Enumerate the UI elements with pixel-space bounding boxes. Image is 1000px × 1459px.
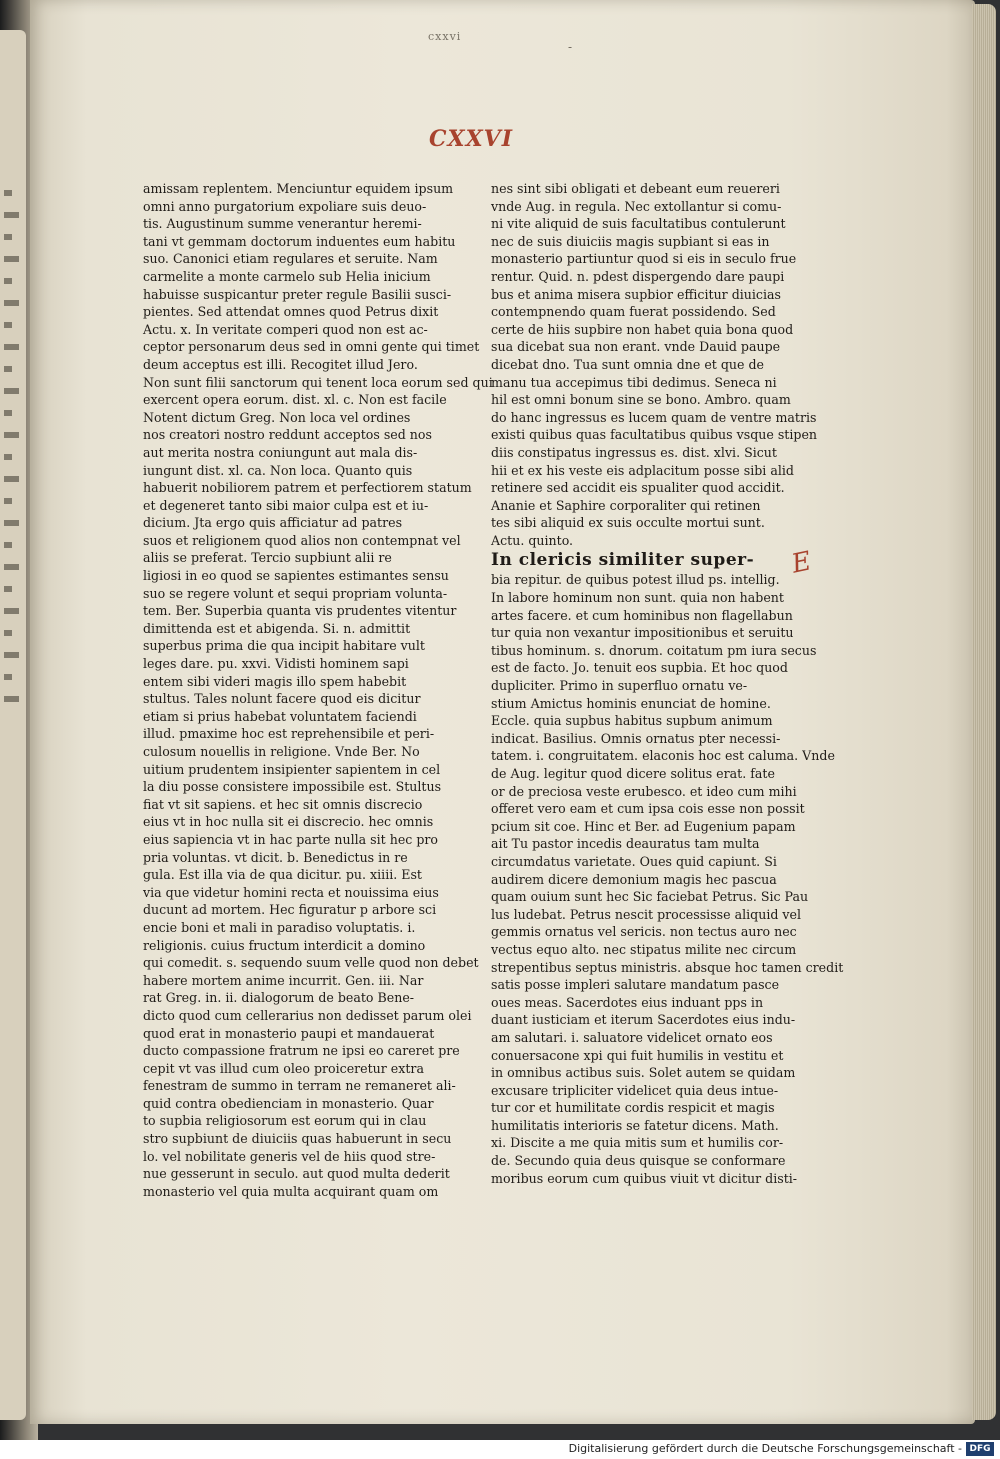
facing-page-text-fragment xyxy=(4,454,12,460)
facing-page-text-fragment xyxy=(4,652,19,658)
text-line: tibus hominum. s. dnorum. coitatum pm iura secus xyxy=(491,642,817,658)
left-page-edge xyxy=(0,30,26,1420)
text-line: deum acceptus est illi. Recogitet illud Jero. xyxy=(143,356,418,372)
text-line: de. Secundo quia deus quisque se conformare xyxy=(491,1153,786,1169)
facing-page-text-fragment xyxy=(4,278,12,284)
text-line: humilitatis interioris se fatetur dicens. Math. xyxy=(491,1117,779,1133)
text-line: illud. pmaxime hoc est reprehensibile et peri- xyxy=(143,726,435,742)
facing-page-text-fragment xyxy=(4,608,19,614)
text-line: tes sibi aliquid ex suis occulte mortui sunt. xyxy=(491,515,765,531)
text-line: est de facto. Jo. tenuit eos supbia. Et hoc quod xyxy=(491,660,788,676)
text-line: xi. Discite a me quia mitis sum et humilis cor- xyxy=(491,1135,784,1151)
text-line: iungunt dist. xl. ca. Non loca. Quanto quis xyxy=(143,462,413,478)
facing-page-text-fragment xyxy=(4,520,19,526)
red-margin-mark: E xyxy=(789,546,814,580)
text-line: bia repitur. de quibus potest illud ps. intellig. xyxy=(491,572,780,588)
facing-page-text-fragment xyxy=(4,476,19,482)
text-line: In labore hominum non sunt. quia non habent xyxy=(491,590,784,606)
text-line: bus et anima misera supbior efficitur diuicias xyxy=(491,286,781,302)
text-line: Ananie et Saphire corporaliter qui retinen xyxy=(491,497,761,513)
text-line: habuisse suspicantur preter regule Basilii susci- xyxy=(143,286,452,302)
text-line: vectus equo alto. nec stipatus milite nec circum xyxy=(491,941,797,957)
section-heading: In clericis similiter super- xyxy=(491,550,755,571)
text-line: to supbia religiosorum est eorum qui in clau xyxy=(143,1113,427,1129)
text-line: diis constipatus ingressus es. dist. xlvi. Sicut xyxy=(491,444,777,460)
funding-notice: Digitalisierung gefördert durch die Deutsche Forschungsgemeinschaft - xyxy=(568,1442,962,1455)
text-line: ducto compassione fratrum ne ipsi eo careret pre xyxy=(143,1043,460,1059)
text-line: tis. Augustinum summe venerantur heremi- xyxy=(143,216,422,232)
text-line: rat Greg. in. ii. dialogorum de beato Bene- xyxy=(143,990,415,1006)
text-line: nue gesserunt in seculo. aut quod multa dederit xyxy=(143,1166,450,1182)
text-line: circumdatus varietate. Oues quid capiunt. Si xyxy=(491,853,777,869)
pencil-dash-mark: - xyxy=(568,40,573,54)
text-line: stultus. Tales nolunt facere quod eis dicitur xyxy=(143,691,421,707)
text-line: existi quibus quas facultatibus quibus vsque stipen xyxy=(491,427,818,443)
text-line: Eccle. quia supbus habitus supbum animum xyxy=(491,713,773,729)
facing-page-text-fragment xyxy=(4,388,19,394)
right-column-top-text xyxy=(491,180,818,549)
text-line: hil est omni bonum sine se bono. Ambro. quam xyxy=(491,392,791,408)
text-line: audirem dicere demonium magis hec pascua xyxy=(491,871,777,887)
page-fore-edge xyxy=(972,4,996,1420)
text-line: certe de hiis supbire non habet quia bona quod xyxy=(491,321,794,337)
text-line: fenestram de summo in terram ne remaneret ali- xyxy=(143,1078,456,1094)
text-line: fiat vt sit sapiens. et hec sit omnis discrecio xyxy=(143,796,423,812)
facing-page-text-fragment xyxy=(4,696,19,702)
text-line: via que videtur homini recta et nouissima eius xyxy=(143,884,439,900)
text-line: et degeneret tanto sibi maior culpa est et iu- xyxy=(143,497,429,513)
text-line: quod erat in monasterio paupi et mandauerat xyxy=(143,1025,435,1041)
text-line: pcium sit coe. Hinc et Ber. ad Eugenium papam xyxy=(491,818,796,834)
facing-page-text-fragment xyxy=(4,190,12,196)
text-line: suo. Canonici etiam regulares et seruite. Nam xyxy=(143,251,438,267)
text-line: Actu. quinto. xyxy=(491,532,574,548)
text-line: uitium prudentem insipienter sapientem in cel xyxy=(143,761,441,777)
facing-page-text-fragment xyxy=(4,322,12,328)
facing-page-text-fragment xyxy=(4,256,19,262)
text-line: cepit vt vas illud cum oleo proiceretur extra xyxy=(143,1060,424,1076)
text-line: offeret vero eam et cum ipsa cois esse non possit xyxy=(491,801,805,817)
text-line: de Aug. legitur quod dicere solitus erat. fate xyxy=(491,766,775,781)
text-line: exercent opera eorum. dist. xl. c. Non est facile xyxy=(143,392,447,408)
text-line: ceptor personarum deus sed in omni gente qui timet xyxy=(143,339,480,355)
text-line: amissam replentem. Menciuntur equidem ipsum xyxy=(143,181,454,196)
text-line: in omnibus actibus suis. Solet autem se quidam xyxy=(491,1065,796,1081)
text-line: stro supbiunt de diuiciis quas habuerunt in secu xyxy=(143,1131,452,1147)
text-line: lo. vel nobilitate generis vel de hiis quod stre- xyxy=(143,1148,436,1164)
text-line: moribus eorum cum quibus viuit vt dicitur disti- xyxy=(491,1170,798,1186)
text-line: la diu posse consistere impossibile est. Stultus xyxy=(143,779,442,795)
text-line: nos creatori nostro reddunt acceptos sed nos xyxy=(143,427,432,443)
text-line: duant iusticiam et iterum Sacerdotes eius indu- xyxy=(491,1012,796,1028)
text-line: ducunt ad mortem. Hec figuratur p arbore sci xyxy=(143,902,437,918)
pencil-folio-note: cxxvi xyxy=(428,30,462,43)
text-line: dimittenda est et abigenda. Si. n. admittit xyxy=(143,620,411,636)
text-line: dicebat dno. Tua sunt omnia dne et que de xyxy=(491,356,765,372)
text-line: oues meas. Sacerdotes eius induant pps in xyxy=(491,994,764,1010)
text-line: or de preciosa veste erubesco. et ideo cum mihi xyxy=(491,783,797,799)
text-line: aut merita nostra coniungunt aut mala dis- xyxy=(143,444,418,460)
text-line: entem sibi videri magis illo spem habebit xyxy=(143,673,407,689)
facing-page-text-fragment xyxy=(4,586,12,592)
text-line: Non sunt filii sanctorum qui tenent loca eorum sed qui xyxy=(143,374,493,390)
text-line: gula. Est illa via de qua dicitur. pu. xiiii. Est xyxy=(143,867,422,883)
text-line: ait Tu pastor incedis deauratus tam multa xyxy=(491,836,760,852)
text-line: indicat. Basilius. Omnis ornatus pter necessi- xyxy=(491,730,781,746)
text-line: carmelite a monte carmelo sub Helia inicium xyxy=(143,268,431,284)
text-line: quid contra obedienciam in monasterio. Quar xyxy=(143,1095,434,1111)
text-line: conuersacone xpi qui fuit humilis in vestitu et xyxy=(491,1047,784,1063)
facing-page-text-fragment xyxy=(4,366,12,372)
text-line: ni vite aliquid de suis facultatibus contulerunt xyxy=(491,216,786,232)
text-line: etiam si prius habebat voluntatem faciendi xyxy=(143,708,417,724)
text-line: leges dare. pu. xxvi. Vidisti hominem sapi xyxy=(143,656,409,672)
right-text-column xyxy=(491,180,844,1187)
text-line: tur quia non vexantur impositionibus et seruitu xyxy=(491,625,794,641)
text-line: culosum nouellis in religione. Vnde Ber. No xyxy=(143,744,420,759)
text-line: Actu. x. In veritate comperi quod non est ac- xyxy=(143,321,428,337)
text-line: monasterio partiuntur quod si eis in seculo frue xyxy=(491,251,797,267)
text-line: dupliciter. Primo in superfluo ornatu ve- xyxy=(491,678,748,694)
text-line: eius sapiencia vt in hac parte nulla sit hec pro xyxy=(143,831,439,847)
facing-page-text-fragment xyxy=(4,410,12,416)
text-line: superbus prima die qua incipit habitare vult xyxy=(143,638,425,654)
facing-page-text-fragment xyxy=(4,630,12,636)
text-line: tem. Ber. Superbia quanta vis prudentes vitentur xyxy=(143,603,457,619)
text-line: am salutari. i. saluatore videlicet ornato eos xyxy=(491,1029,773,1045)
facing-page-text-fragment xyxy=(4,564,19,570)
text-line: lus ludebat. Petrus nescit processisse aliquid vel xyxy=(491,906,802,922)
text-line: ligiosi in eo quod se sapientes estimantes sensu xyxy=(143,568,449,584)
text-line: manu tua accepimus tibi dedimus. Seneca ni xyxy=(491,374,777,390)
dfg-logo: DFG xyxy=(966,1442,994,1456)
text-line: strepentibus septus ministris. absque hoc tamen credit xyxy=(491,959,844,975)
text-line: habere mortem anime incurrit. Gen. iii. Nar xyxy=(143,972,424,988)
facing-page-text-fragment xyxy=(4,542,12,548)
facing-page-text-fragment xyxy=(4,212,19,218)
text-line: tani vt gemmam doctorum induentes eum habitu xyxy=(143,233,456,249)
text-line: quam ouium sunt hec Sic faciebat Petrus. Sic Pau xyxy=(491,889,809,905)
text-line: pientes. Sed attendat omnes quod Petrus dixit xyxy=(143,304,439,320)
text-line: excusare tripliciter videlicet quia deus intue- xyxy=(491,1082,779,1098)
text-line: rentur. Quid. n. pdest dispergendo dare paupi xyxy=(491,268,785,284)
text-line: vnde Aug. in regula. Nec extollantur si comu- xyxy=(491,198,782,214)
text-line: Notent dictum Greg. Non loca vel ordines xyxy=(143,409,411,425)
text-line: dicium. Jta ergo quis afficiatur ad patres xyxy=(143,515,403,531)
text-line: monasterio vel quia multa acquirant quam om xyxy=(143,1183,439,1199)
folio-number: CXXVI xyxy=(428,126,513,152)
right-column-bottom-text xyxy=(491,571,844,1187)
text-line: habuerit nobiliorem patrem et perfectiorem statum xyxy=(143,480,472,496)
text-line: contempnendo quam fuerat possidendo. Sed xyxy=(491,304,776,320)
text-line: aliis se preferat. Tercio supbiunt alii re xyxy=(143,550,392,566)
text-line: nec de suis diuiciis magis supbiant si eas in xyxy=(491,233,770,249)
left-text-column xyxy=(143,180,493,1200)
text-line: encie boni et mali in paradiso voluptatis. i. xyxy=(143,919,416,935)
text-line: qui comedit. s. sequendo suum velle quod non debet xyxy=(143,955,479,971)
text-line: omni anno purgatorium expoliare suis deuo- xyxy=(143,198,427,214)
text-line: sua dicebat sua non erant. vnde Dauid paupe xyxy=(491,339,781,355)
text-line: tatem. i. congruitatem. elaconis hoc est caluma. Vnde xyxy=(491,748,835,764)
text-line: tur cor et humilitate cordis respicit et magis xyxy=(491,1100,775,1116)
facing-page-text-fragment xyxy=(4,234,12,240)
facing-page-text-fragment xyxy=(4,344,19,350)
text-line: retinere sed accidit eis spualiter quod accidit. xyxy=(491,480,785,496)
text-line: do hanc ingressus es lucem quam de ventre matris xyxy=(491,409,817,425)
facing-page-text-fragment xyxy=(4,432,19,438)
text-line: artes facere. et cum hominibus non flagellabun xyxy=(491,607,793,623)
manuscript-page xyxy=(30,0,975,1424)
facing-page-text-fragment xyxy=(4,300,19,306)
facing-page-text-fragment xyxy=(4,498,12,504)
facing-page-text-fragment xyxy=(4,674,12,680)
text-line: nes sint sibi obligati et debeant eum reuereri xyxy=(491,181,780,196)
text-line: gemmis ornatus vel sericis. non tectus auro nec xyxy=(491,924,797,940)
text-line: religionis. cuius fructum interdicit a domino xyxy=(143,937,426,953)
text-line: satis posse impleri salutare mandatum pasce xyxy=(491,977,780,993)
text-line: dicto quod cum cellerarius non dedisset parum olei xyxy=(143,1007,472,1023)
text-line: pria voluntas. vt dicit. b. Benedictus in re xyxy=(143,849,408,865)
text-line: eius vt in hoc nulla sit ei discrecio. hec omnis xyxy=(143,814,434,830)
footer-bar xyxy=(0,1440,1000,1459)
text-line: stium Amictus hominis enunciat de homine. xyxy=(491,695,771,711)
text-line: suos et religionem quod alios non contempnat vel xyxy=(143,532,461,548)
text-line: suo se regere volunt et sequi propriam volunta- xyxy=(143,585,448,601)
text-line: hii et ex his veste eis adplacitum posse sibi alid xyxy=(491,462,794,478)
